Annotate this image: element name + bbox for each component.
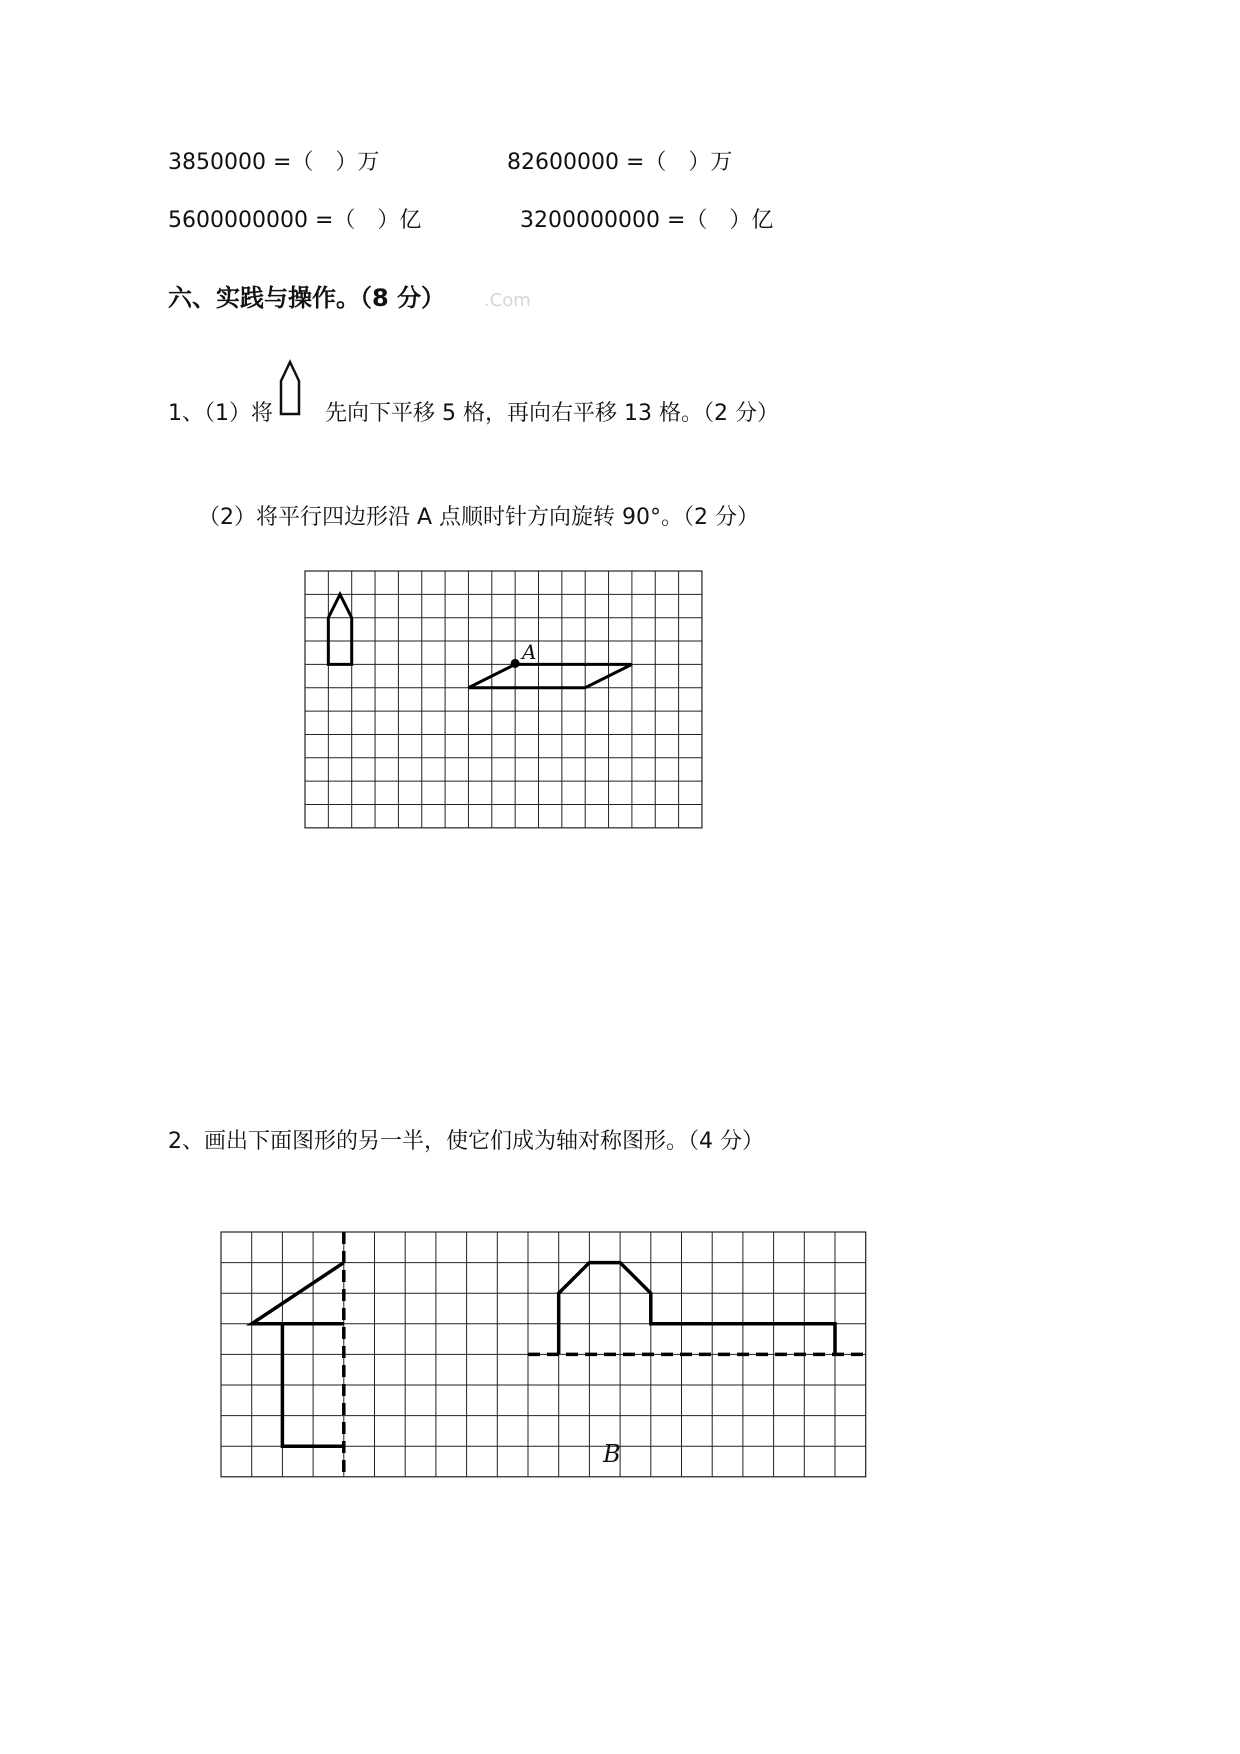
q1-part1-prefix: 1、（1）将 [168,401,273,426]
conversion-2: 82600000 =（ ）万 [507,150,733,175]
point-a-label: A [522,640,537,664]
point-b-label: B [603,1440,621,1468]
conversion-3: 5600000000 =（ ）亿 [168,208,422,233]
q1-part1-suffix: 先向下平移 5 格，再向右平移 13 格。（2 分） [325,401,779,426]
house-shape [328,594,351,664]
grid-1-border [305,571,702,828]
q1-part2: （2）将平行四边形沿 A 点顺时针方向旋转 90°。（2 分） [198,505,760,530]
upper-half-figure [559,1263,835,1355]
parallelogram-shape [468,664,631,687]
arrow-house-icon [281,362,299,414]
q2-prompt: 2、画出下面图形的另一半，使它们成为轴对称图形。（4 分） [168,1129,764,1154]
grid-2 [221,1232,866,1477]
grid-1 [305,571,702,828]
point-a [511,659,520,668]
conversion-4: 3200000000 =（ ）亿 [520,208,774,233]
conversion-1: 3850000 =（ ）万 [168,150,380,175]
watermark: .Com [484,290,531,311]
section-title: 六、实践与操作。（8 分） [168,284,446,312]
